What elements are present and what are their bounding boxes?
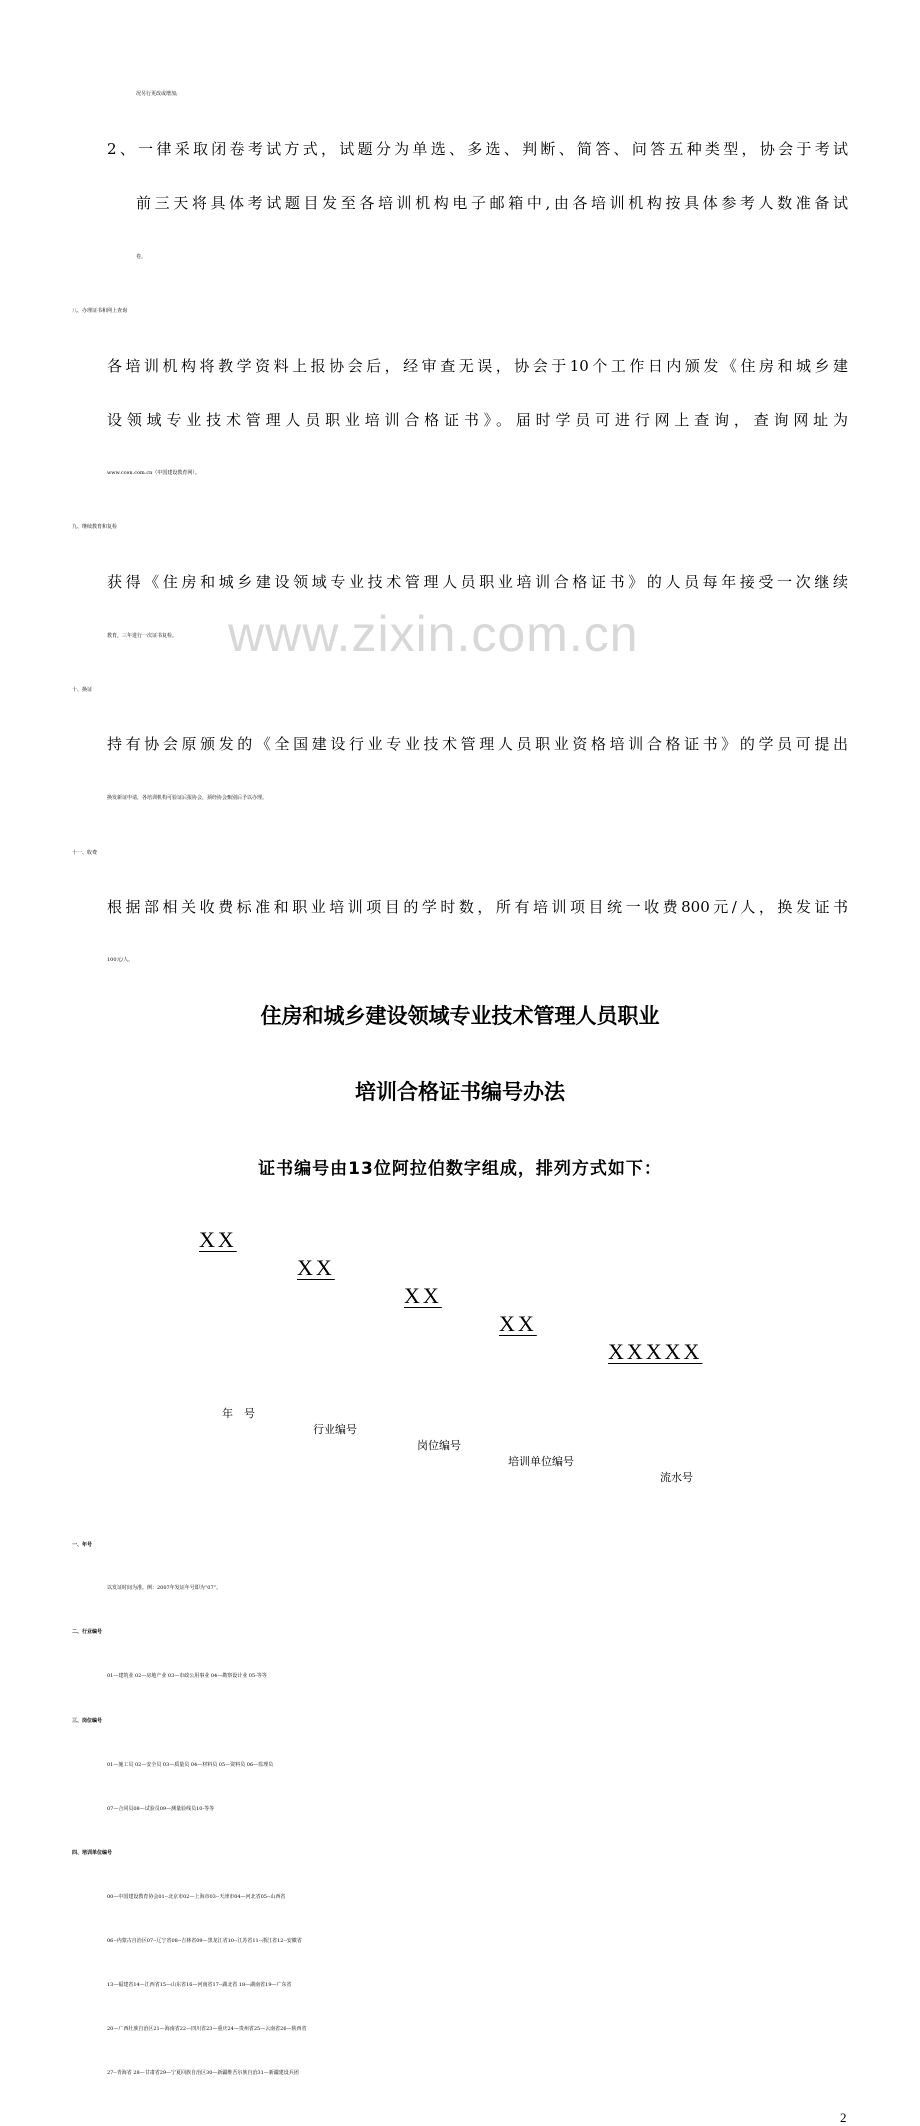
body-line: 持有协会原颁发的《全国建设行业专业技术管理人员职业资格培训合格证书》的学员可提出 xyxy=(107,735,848,753)
section-line: 以发证时间为准。例：2007年发证年号即为“07”。 xyxy=(107,1585,222,1591)
code-year-label: 年 号 xyxy=(222,1407,255,1420)
section-heading: 八、办理证书和网上查询 xyxy=(72,308,128,314)
document-title-line2: 培训合格证书编号办法 xyxy=(355,1080,565,1104)
section-line: 01—建筑业 02—房地产业 03—市政公用事业 04—勘察设计业 05-等等 xyxy=(107,1673,267,1679)
section-line: 27--青海省 28—甘肃省29—宁夏回族自治区30—新疆维吾尔族自治31—新疆建设兵团 xyxy=(107,2070,299,2076)
section-line: 06--内蒙古自治区07--辽宁省08--吉林省09—黑龙江省10--江苏省11--浙江省12--安徽省 xyxy=(107,1938,302,1944)
section-line: 13—福建省14—江西省15—山东省16—河南省17--湖北省 18—湖南省19—广东省 xyxy=(107,1982,292,1988)
body-line: 根据部相关收费标准和职业培训项目的学时数，所有培训项目统一收费800元/人，换发证书 xyxy=(107,898,848,916)
body-line: 设领域专业技术管理人员职业培训合格证书》。届时学员可进行网上查询，查询网址为 xyxy=(107,411,848,429)
body-line: 各培训机构将教学资料上报协会后，经审查无误，协会于10个工作日内颁发《住房和城乡建 xyxy=(107,357,848,375)
watermark: www.zixin.com.cn xyxy=(228,606,639,662)
section-line: 20—广西壮族自治区21—海南省22—四川省23—重庆24—贵州省25—云南省26—陕西省 xyxy=(107,2026,307,2032)
body-line: 前三天将具体考试题目发至各培训机构电子邮箱中,由各培训机构按具体参考人数准备试 xyxy=(136,194,848,212)
section-heading: 九、继续教育和复检 xyxy=(72,524,118,530)
body-line: 况另行更改或增加; xyxy=(136,91,178,97)
body-line: 2、一律采取闭卷考试方式，试题分为单选、多选、判断、简答、问答五种类型，协会于考试 xyxy=(107,140,848,158)
code-position-label: 岗位编号 xyxy=(417,1439,461,1452)
section-line: 07—合同员08—试验员09—测量验线员10-等等 xyxy=(107,1806,215,1812)
body-line: 换发新证申请，各培训机构可验证后报协会，须经协会甄别后予以办理。 xyxy=(107,795,268,801)
code-training-unit: XX xyxy=(499,1311,537,1336)
code-year: XX xyxy=(199,1227,237,1252)
code-industry-label: 行业编号 xyxy=(313,1423,357,1436)
section-heading: 十一、收费 xyxy=(72,850,98,856)
code-serial-label: 流水号 xyxy=(660,1471,693,1484)
body-line: 100元/人。 xyxy=(107,957,134,963)
code-serial: XXXXX xyxy=(608,1339,703,1364)
section-heading: 二、行业编号 xyxy=(72,1629,103,1635)
code-position: XX xyxy=(404,1283,442,1308)
body-line: 教育，三年进行一次证书复检。 xyxy=(107,633,178,639)
code-industry: XX xyxy=(297,1255,335,1280)
section-heading: 十、换证 xyxy=(72,687,93,693)
document-title: 住房和城乡建设领域专业技术管理人员职业 xyxy=(260,1004,660,1028)
subtitle: 证书编号由13位阿拉伯数字组成，排列方式如下： xyxy=(258,1159,662,1179)
body-line: 卷。 xyxy=(136,254,147,260)
section-heading: 三、岗位编号 xyxy=(72,1718,103,1724)
body-line: www.ccen.com.cn（中国建设教育网）。 xyxy=(107,470,200,476)
section-line: 01—施工员 02—安全员 03—质量员 04—材料员 05—资料员 06—监理员 xyxy=(107,1762,274,1768)
section-heading: 一、年号 xyxy=(72,1542,93,1548)
code-training-unit-label: 培训单位编号 xyxy=(508,1455,574,1468)
page-number: 2 xyxy=(840,2110,847,2125)
section-line: 00—中国建设教育协会01--北京市02—上海市03--天津市04—河北省05--山西省 xyxy=(107,1894,286,1900)
body-line: 获得《住房和城乡建设领域专业技术管理人员职业培训合格证书》的人员每年接受一次继续 xyxy=(107,573,848,591)
section-heading: 四、培训单位编号 xyxy=(72,1850,113,1856)
